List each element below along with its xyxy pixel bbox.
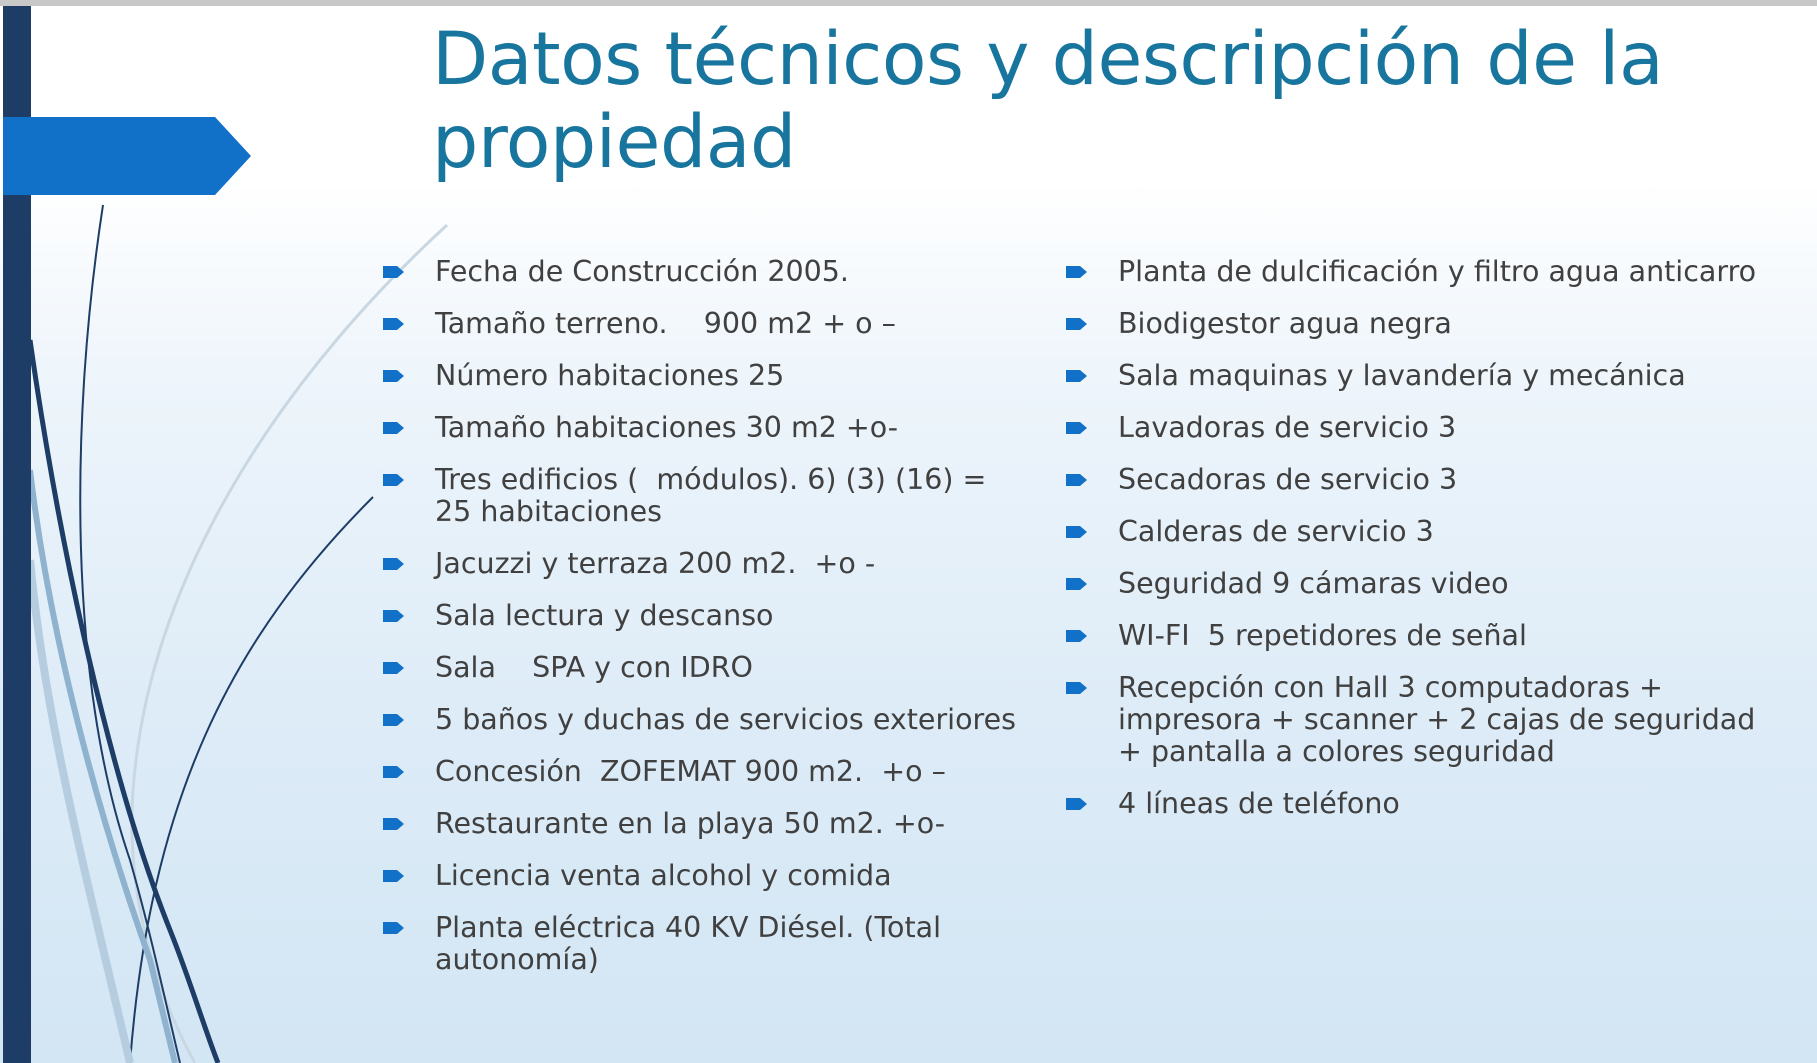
list-item-text: Restaurante en la playa 50 m2. +o- xyxy=(435,807,946,840)
list-item-text: Licencia venta alcohol y comida xyxy=(435,859,892,892)
page-title: Datos técnicos y descripción de la propiedad xyxy=(432,17,1664,185)
list-item xyxy=(1066,788,1766,820)
arrow-bullet-icon xyxy=(383,609,405,623)
list-item-text: Secadoras de servicio 3 xyxy=(1118,463,1458,496)
list-item xyxy=(383,756,1023,788)
list-item xyxy=(383,308,1023,340)
list-item-text: Número habitaciones 25 xyxy=(435,359,785,392)
list-item xyxy=(383,256,1023,288)
list-item-text: Tamaño habitaciones 30 m2 +o- xyxy=(435,411,899,444)
arrow-bullet-icon xyxy=(1066,629,1088,643)
arrow-bullet-icon xyxy=(1066,317,1088,331)
arrow-bullet-icon xyxy=(1066,473,1088,487)
arrow-bullet-icon xyxy=(383,557,405,571)
list-item-text: 4 líneas de teléfono xyxy=(1118,787,1400,820)
list-item-text: Planta de dulcificación y filtro agua anticarro xyxy=(1118,255,1757,288)
list-item-text: Concesión ZOFEMAT 900 m2. +o – xyxy=(435,755,946,788)
arrow-bullet-icon xyxy=(383,317,405,331)
arrow-bullet-icon xyxy=(383,265,405,279)
list-item xyxy=(383,464,1023,528)
arrow-bullet-icon xyxy=(383,817,405,831)
list-item-text: Lavadoras de servicio 3 xyxy=(1118,411,1457,444)
arrow-bullet-icon xyxy=(383,765,405,779)
list-item xyxy=(383,412,1023,444)
arrow-bullet-icon xyxy=(1066,577,1088,591)
arrow-bullet-icon xyxy=(383,661,405,675)
list-item xyxy=(383,912,1023,976)
list-item xyxy=(1066,464,1766,496)
arrow-bullet-icon xyxy=(1066,265,1088,279)
list-item xyxy=(1066,672,1766,768)
arrow-bullet-icon xyxy=(383,421,405,435)
list-item xyxy=(383,548,1023,580)
list-item-text: 5 baños y duchas de servicios exteriores xyxy=(435,703,1016,736)
list-item-text: Planta eléctrica 40 KV Diésel. (Total autonomía) xyxy=(435,911,951,976)
list-item xyxy=(1066,360,1766,392)
list-item xyxy=(383,652,1023,684)
list-item xyxy=(1066,412,1766,444)
list-item-text: WI-FI 5 repetidores de señal xyxy=(1118,619,1527,652)
list-item-text: Sala maquinas y lavandería y mecánica xyxy=(1118,359,1686,392)
list-item xyxy=(383,860,1023,892)
list-item-text: Tres edificios ( módulos). 6) (3) (16) = 25 habitaciones xyxy=(435,463,996,528)
arrow-bullet-icon xyxy=(1066,421,1088,435)
arrow-bullet-icon xyxy=(383,869,405,883)
arrow-bullet-icon xyxy=(1066,681,1088,695)
arrow-tab-shape xyxy=(3,117,253,197)
left-bullet-list xyxy=(383,256,1023,996)
arrow-bullet-icon xyxy=(383,369,405,383)
list-item xyxy=(1066,308,1766,340)
arrow-bullet-icon xyxy=(383,713,405,727)
list-item-text: Sala lectura y descanso xyxy=(435,599,774,632)
arrow-bullet-icon xyxy=(383,921,405,935)
list-item-text: Jacuzzi y terraza 200 m2. +o - xyxy=(435,547,876,580)
list-item xyxy=(383,360,1023,392)
arrow-bullet-icon xyxy=(1066,525,1088,539)
list-item xyxy=(1066,568,1766,600)
list-item-text: Tamaño terreno. 900 m2 + o – xyxy=(435,307,896,340)
list-item-text: Recepción con Hall 3 computadoras + impresora + scanner + 2 cajas de seguridad + pantalla a colores seguridad xyxy=(1118,671,1765,768)
list-item xyxy=(383,808,1023,840)
arrow-bullet-icon xyxy=(1066,797,1088,811)
list-item xyxy=(1066,620,1766,652)
list-item-text: Fecha de Construcción 2005. xyxy=(435,255,849,288)
arrow-bullet-icon xyxy=(1066,369,1088,383)
list-item xyxy=(1066,516,1766,548)
arrow-bullet-icon xyxy=(383,473,405,487)
list-item-text: Biodigestor agua negra xyxy=(1118,307,1452,340)
list-item-text: Calderas de servicio 3 xyxy=(1118,515,1434,548)
right-bullet-list xyxy=(1066,256,1766,840)
list-item xyxy=(383,600,1023,632)
list-item-text: Seguridad 9 cámaras video xyxy=(1118,567,1509,600)
list-item xyxy=(383,704,1023,736)
list-item xyxy=(1066,256,1766,288)
list-item-text: Sala SPA y con IDRO xyxy=(435,651,753,684)
